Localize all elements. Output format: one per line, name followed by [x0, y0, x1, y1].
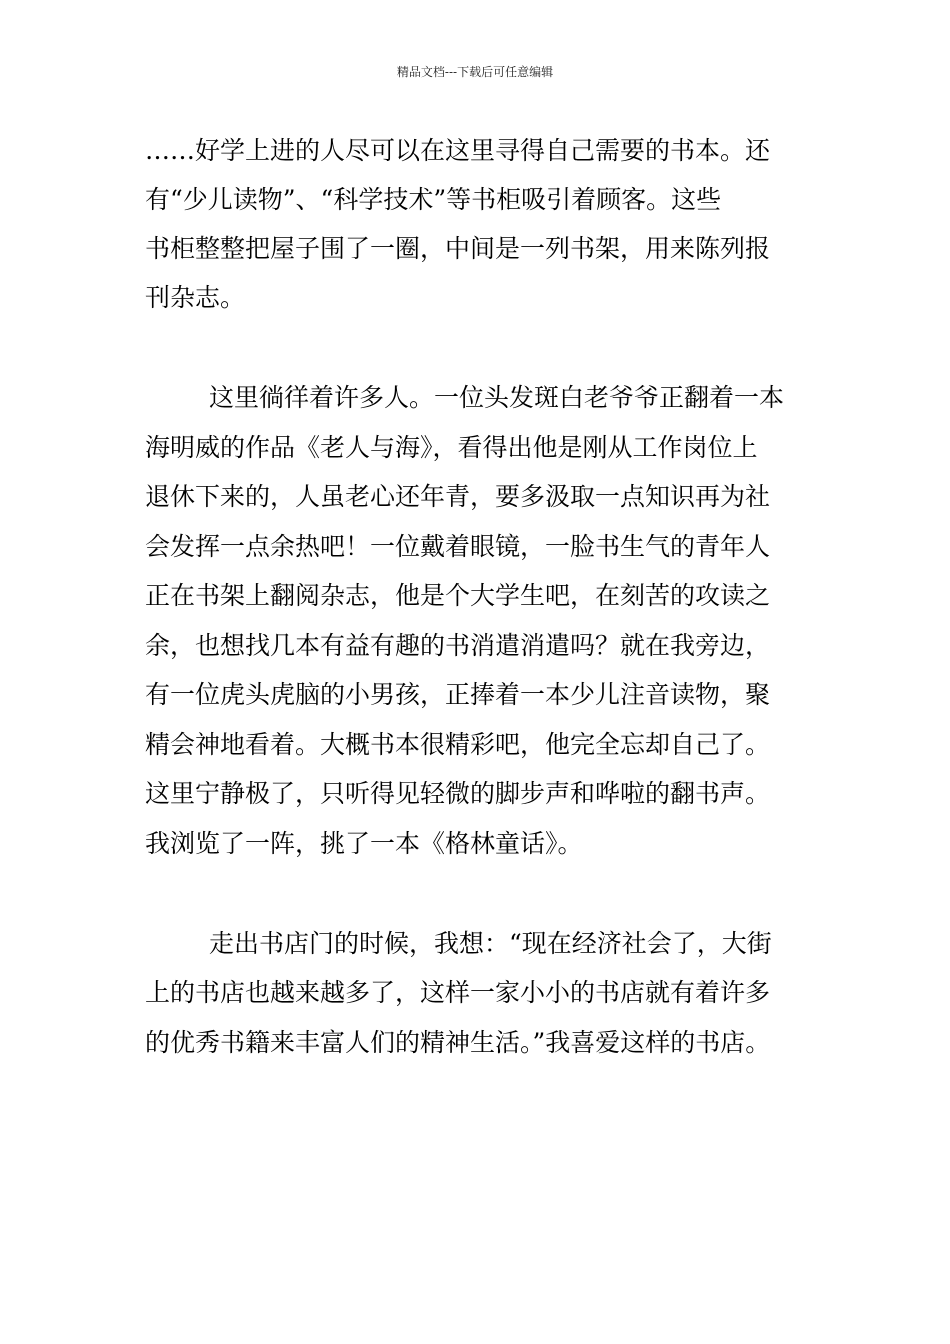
text-line: 这里徜徉着许多人。一位头发斑白老爷爷正翻着一本 — [209, 383, 785, 412]
text-line: 正在书架上翻阅杂志，他是个大学生吧，在刻苦的攻读之 — [145, 581, 771, 610]
text-line: 余，也想找几本有益有趣的书消遣消遣吗？就在我旁边， — [145, 631, 771, 660]
text-line: 我浏览了一阵，挑了一本《格林童话》。 — [145, 829, 583, 858]
text-line: 上的书店也越来越多了，这样一家小小的书店就有着许多 — [145, 978, 771, 1007]
text-line: 会发挥一点余热吧！一位戴着眼镜，一脸书生气的青年人 — [145, 532, 771, 561]
text-line: 走出书店门的时候，我想：“现在经济社会了，大街 — [209, 929, 772, 958]
text-line: 有一位虎头虎脑的小男孩，正捧着一本少儿注音读物，聚 — [145, 680, 771, 709]
text-line: 书柜整整把屋子围了一圈，中间是一列书架，用来陈列报 — [145, 234, 771, 263]
text-line: 退休下来的，人虽老心还年青，要多汲取一点知识再为社 — [145, 482, 771, 511]
text-line: ……好学上进的人尽可以在这里寻得自己需要的书本。还 — [145, 136, 771, 165]
text-line: 精会神地看着。大概书本很精彩吧，他完全忘却自己了。 — [145, 730, 771, 759]
page-header: 精品文档---下载后可任意编辑 — [396, 65, 554, 79]
text-line: 这里宁静极了，只听得见轻微的脚步声和哗啦的翻书声。 — [145, 779, 771, 808]
text-line: 刊杂志。 — [145, 283, 246, 312]
text-line: 的优秀书籍来丰富人们的精神生活。”我喜爱这样的书店。 — [145, 1028, 771, 1057]
text-line: 有“少儿读物”、“科学技术”等书柜吸引着顾客。这些 — [145, 185, 722, 214]
text-line: 海明威的作品《老人与海》，看得出他是刚从工作岗位上 — [145, 433, 758, 462]
